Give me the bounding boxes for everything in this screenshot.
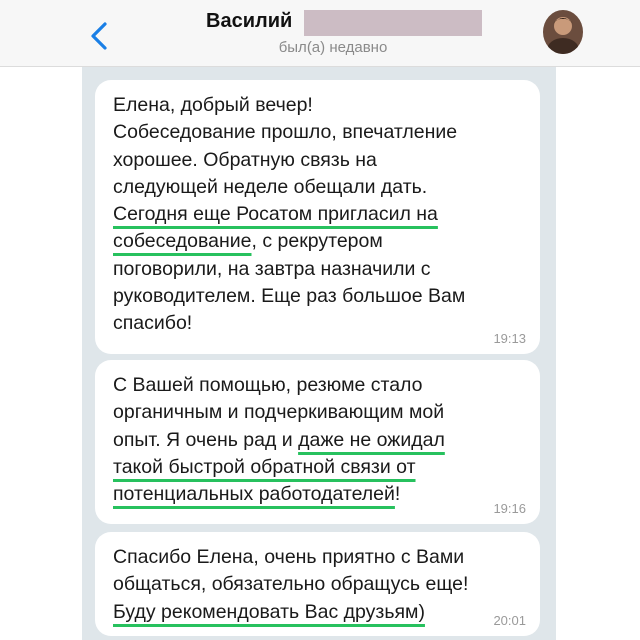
text-segment: Спасибо Елена, очень приятно с Вами xyxy=(113,546,465,568)
message-text xyxy=(113,372,522,508)
message-line xyxy=(113,256,522,283)
text-segment: руководителем. Еще раз большое Вам xyxy=(113,285,466,308)
highlighted-text: Сегодня еще Росатом пригласил на xyxy=(113,203,438,226)
text-segment: опыт. Я очень рад и xyxy=(113,428,299,451)
text-segment: хорошее. Обратную связь на xyxy=(113,148,377,171)
text-segment: ! xyxy=(394,483,401,506)
message-line xyxy=(113,571,522,598)
message-line xyxy=(113,454,522,481)
avatar-image xyxy=(543,10,583,54)
chat-header xyxy=(0,0,640,67)
message-line xyxy=(113,174,522,201)
text-segment: органичным и подчеркивающим мой xyxy=(113,401,445,424)
text-segment: Елена, добрый вечер! xyxy=(113,94,313,116)
text-segment: С Вашей помощью, резюме стало xyxy=(113,374,423,396)
message-line xyxy=(113,481,522,508)
highlighted-text: даже не ожидал xyxy=(298,428,445,451)
message-line xyxy=(113,372,522,399)
message-line xyxy=(113,119,522,146)
message-line xyxy=(113,201,522,228)
highlighted-text: собеседование xyxy=(113,230,252,253)
message-line xyxy=(113,427,522,454)
text-segment: следующей неделе обещали дать. xyxy=(113,175,428,198)
message-time: 20:01 xyxy=(493,613,526,628)
message-line xyxy=(113,599,522,626)
message-line xyxy=(113,310,522,337)
text-segment: общаться, обязательно обращусь еще! xyxy=(113,573,469,596)
message-line xyxy=(113,147,522,174)
message-line xyxy=(113,399,522,426)
message-line xyxy=(113,283,522,310)
redacted-surname xyxy=(304,10,482,36)
text-segment: поговорили, на завтра назначили с xyxy=(113,257,431,280)
message-bubble[interactable] xyxy=(95,360,540,524)
highlighted-text: такой быстрой обратной связи от xyxy=(113,455,416,478)
highlighted-text: потенциальных работодателей xyxy=(113,483,395,506)
avatar[interactable] xyxy=(543,10,583,54)
text-segment: , с рекрутером xyxy=(251,230,383,253)
text-segment: Собеседование прошло, впечатление xyxy=(113,121,458,144)
message-bubble[interactable] xyxy=(95,80,540,354)
message-bubble[interactable] xyxy=(95,532,540,636)
contact-name[interactable]: Василий xyxy=(206,10,293,32)
contact-status: был(а) недавно xyxy=(278,39,388,56)
highlighted-text: Буду рекомендовать Вас друзьям) xyxy=(113,600,425,623)
message-line xyxy=(113,92,522,119)
message-line xyxy=(113,228,522,255)
message-time: 19:16 xyxy=(493,501,526,516)
text-segment: спасибо! xyxy=(113,312,193,335)
message-line xyxy=(113,544,522,571)
message-time: 19:13 xyxy=(493,331,526,346)
message-text xyxy=(113,92,522,338)
message-text xyxy=(113,544,522,626)
